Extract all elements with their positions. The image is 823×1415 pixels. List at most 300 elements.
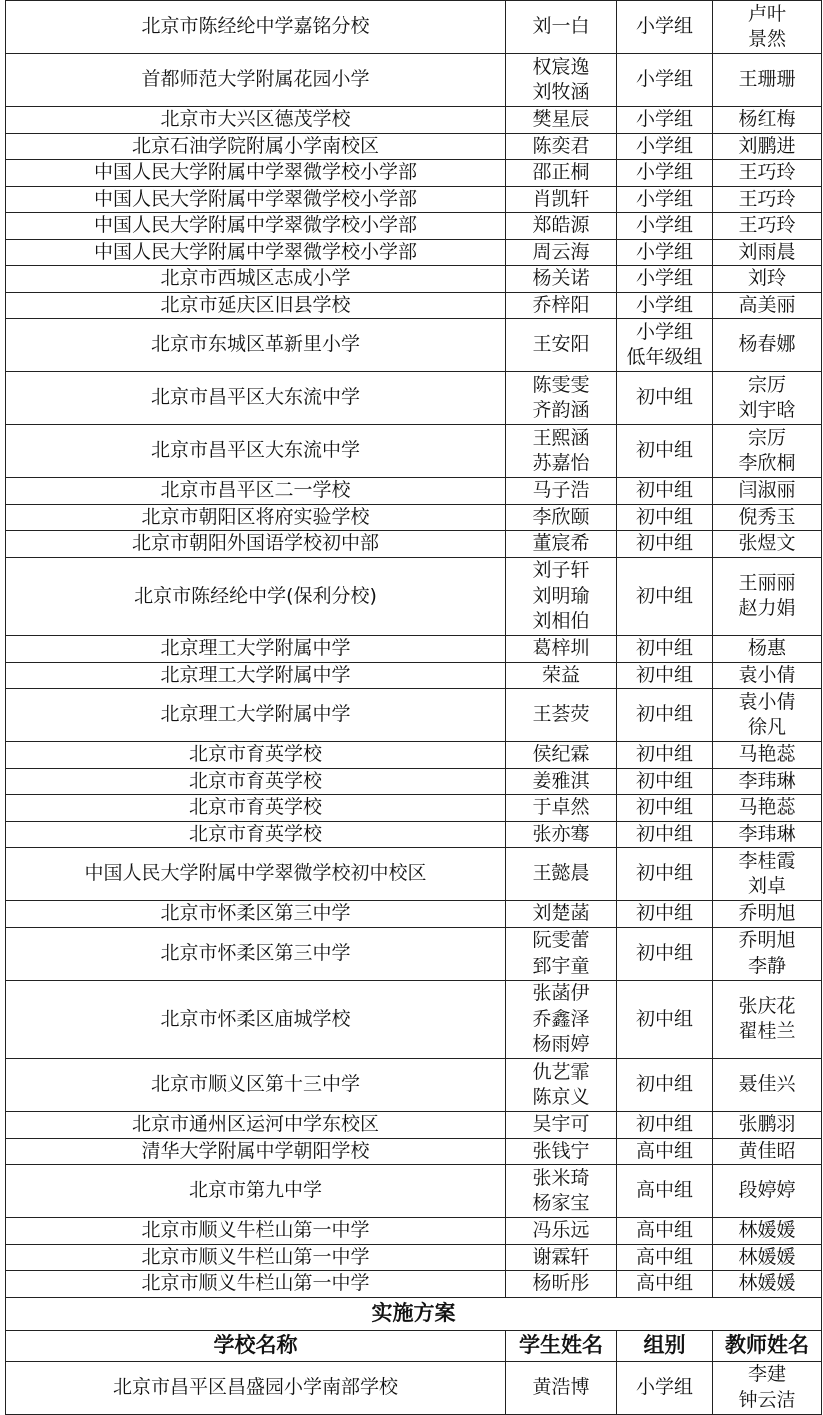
table-row	[6, 292, 822, 319]
teacher-names-line: 王巧玲	[738, 161, 796, 183]
teacher-names-line: 李桂霞	[738, 849, 796, 872]
student-names	[506, 980, 617, 1059]
student-names-line: 樊星辰	[532, 108, 590, 130]
group-name	[617, 636, 713, 663]
student-names-line: 刘楚菡	[532, 902, 590, 924]
teacher-names	[713, 1361, 822, 1414]
teacher-names-line: 乔明旭	[738, 929, 796, 951]
teacher-names-line: 刘鹏进	[738, 134, 796, 157]
student-names	[506, 292, 617, 319]
student-names	[506, 1165, 617, 1218]
teacher-names-line: 杨春娜	[738, 333, 796, 356]
student-names-line: 乔鑫泽	[532, 1007, 590, 1030]
table-row	[6, 742, 822, 769]
student-names-line: 谢霖轩	[532, 1245, 590, 1268]
school-name: 北京市昌平区二一学校	[6, 478, 506, 505]
teacher-names-line: 马艳蕊	[738, 743, 796, 765]
school-name: 北京市通州区运河中学东校区	[6, 1112, 506, 1139]
student-names-line: 刘明瑜	[532, 584, 590, 607]
student-names	[506, 557, 617, 636]
group-name	[617, 848, 713, 901]
teacher-names-line: 卢叶	[747, 2, 786, 25]
student-names-line: 于卓然	[532, 796, 590, 818]
group-name	[617, 372, 713, 425]
school-name: 北京市朝阳外国语学校初中部	[6, 531, 506, 558]
teacher-names	[713, 1059, 822, 1112]
student-names-line: 张亦骞	[532, 822, 590, 845]
school-name: 北京市昌平区大东流中学	[6, 425, 506, 478]
group-name	[617, 980, 713, 1059]
group-name	[617, 1138, 713, 1165]
student-names	[506, 1361, 617, 1414]
table-row	[6, 54, 822, 107]
student-names-line: 张米琦	[532, 1166, 590, 1189]
student-names	[506, 54, 617, 107]
group-name	[617, 821, 713, 848]
teacher-names-line: 王巧玲	[738, 214, 796, 236]
group-name	[617, 768, 713, 795]
group-name-line: 初中组	[635, 505, 693, 528]
student-names-line: 肖凯轩	[532, 187, 590, 210]
table-row	[6, 1218, 822, 1245]
student-names-line: 陈奕君	[532, 134, 590, 157]
teacher-names-line: 李欣桐	[738, 452, 796, 474]
school-name: 北京市延庆区旧县学校	[6, 292, 506, 319]
table-row	[6, 504, 822, 531]
student-names	[506, 1218, 617, 1245]
group-name-line: 初中组	[635, 439, 693, 462]
student-names-line: 苏嘉怡	[532, 452, 590, 474]
school-name: 北京市育英学校	[6, 821, 506, 848]
teacher-names-line: 倪秀玉	[738, 505, 796, 528]
school-name: 北京市顺义区第十三中学	[6, 1059, 506, 1112]
teacher-names-line: 袁小倩	[738, 663, 796, 686]
student-names-line: 王熙涵	[532, 426, 590, 449]
teacher-names	[713, 980, 822, 1059]
student-names	[506, 821, 617, 848]
teacher-names	[713, 133, 822, 160]
table-row	[6, 133, 822, 160]
school-name: 北京市怀柔区第三中学	[6, 901, 506, 928]
teacher-names	[713, 478, 822, 505]
table-row	[6, 927, 822, 980]
school-name: 北京市大兴区德茂学校	[6, 107, 506, 134]
teacher-names-line: 李静	[747, 954, 786, 977]
group-name-line: 小学组	[635, 187, 693, 210]
group-name	[617, 901, 713, 928]
student-names-line: 张菡伊	[532, 982, 590, 1004]
student-names-line: 权宸逸	[532, 55, 590, 78]
group-name-line: 小学组	[635, 108, 693, 130]
teacher-names-line: 李玮琳	[738, 769, 796, 792]
group-name	[617, 107, 713, 134]
group-name-line: 小学组	[635, 214, 693, 236]
teacher-names-line: 刘雨晨	[738, 240, 796, 263]
teacher-names	[713, 1112, 822, 1139]
teacher-names-line: 林媛媛	[738, 1245, 796, 1268]
group-name-line: 小学组	[635, 240, 693, 263]
table-row	[6, 531, 822, 558]
student-names-line: 杨关诺	[532, 267, 590, 289]
table-row	[6, 1165, 822, 1218]
teacher-names	[713, 848, 822, 901]
teacher-names-line: 聂佳兴	[738, 1073, 796, 1096]
school-name: 北京市育英学校	[6, 795, 506, 822]
section-title: 实施方案	[6, 1297, 822, 1330]
student-names	[506, 689, 617, 742]
student-names-line: 董宸希	[532, 532, 590, 554]
teacher-names-line: 景然	[747, 28, 786, 50]
group-name-line: 小学组	[635, 134, 693, 157]
teacher-names-line: 杨红梅	[738, 108, 796, 130]
teacher-names-line: 闫淑丽	[738, 479, 796, 501]
group-name	[617, 1165, 713, 1218]
group-name	[617, 54, 713, 107]
table-row	[6, 795, 822, 822]
group-name-line: 小学组	[635, 15, 693, 38]
teacher-names-line: 马艳蕊	[738, 796, 796, 818]
table-row	[6, 901, 822, 928]
student-names-line: 张钱宁	[532, 1139, 590, 1162]
teacher-names	[713, 372, 822, 425]
teacher-names	[713, 1165, 822, 1218]
school-name: 北京市陈经纶中学(保利分校)	[6, 557, 506, 636]
group-name-line: 初中组	[635, 584, 693, 607]
teacher-names-line: 王珊珊	[738, 68, 796, 91]
school-name: 北京理工大学附属中学	[6, 689, 506, 742]
teacher-names	[713, 768, 822, 795]
student-names	[506, 133, 617, 160]
student-names-line: 仇艺霏	[532, 1060, 590, 1083]
group-name-line: 初中组	[635, 902, 693, 924]
group-name	[617, 1244, 713, 1271]
student-names-line: 王荟荧	[532, 703, 590, 726]
student-names	[506, 425, 617, 478]
student-names-line: 荣益	[541, 663, 580, 686]
group-name	[617, 1361, 713, 1414]
teacher-names-line: 黄佳昭	[738, 1139, 796, 1162]
teacher-names-line: 张鹏羽	[738, 1113, 796, 1135]
group-name	[617, 557, 713, 636]
student-names-line: 乔梓阳	[532, 293, 590, 316]
student-names-line: 刘一白	[532, 15, 590, 38]
table-row	[6, 266, 822, 293]
student-names	[506, 531, 617, 558]
student-names	[506, 213, 617, 240]
group-name-line: 初中组	[635, 941, 693, 964]
school-name: 北京石油学院附属小学南校区	[6, 133, 506, 160]
school-name: 中国人民大学附属中学翠微学校初中校区	[6, 848, 506, 901]
student-names	[506, 107, 617, 134]
student-names-line: 马子浩	[532, 479, 590, 501]
student-names	[506, 848, 617, 901]
table-row	[6, 107, 822, 134]
table-row	[6, 478, 822, 505]
table-row	[6, 1361, 822, 1414]
student-names	[506, 1059, 617, 1112]
group-name-line: 初中组	[635, 822, 693, 845]
student-names-line: 刘子轩	[532, 559, 590, 581]
student-names	[506, 927, 617, 980]
school-name: 北京市怀柔区庙城学校	[6, 980, 506, 1059]
student-names	[506, 239, 617, 266]
school-name: 北京市第九中学	[6, 1165, 506, 1218]
table-row	[6, 319, 822, 372]
teacher-names-line: 林媛媛	[738, 1272, 796, 1294]
student-names-line: 王懿晨	[532, 862, 590, 885]
teacher-names	[713, 821, 822, 848]
student-names-line: 吴宇可	[532, 1113, 590, 1135]
group-name	[617, 213, 713, 240]
student-names-line: 刘牧涵	[532, 81, 590, 103]
table-row	[6, 557, 822, 636]
student-names-line: 齐韵涵	[532, 399, 590, 421]
group-name	[617, 1, 713, 54]
teacher-names-line: 刘卓	[747, 875, 786, 897]
teacher-names	[713, 662, 822, 689]
table-row	[6, 186, 822, 213]
student-names	[506, 504, 617, 531]
student-names	[506, 742, 617, 769]
table-row	[6, 980, 822, 1059]
school-name: 北京市顺义牛栏山第一中学	[6, 1218, 506, 1245]
teacher-names	[713, 927, 822, 980]
school-name: 北京市昌平区昌盛园小学南部学校	[6, 1361, 506, 1414]
header-student: 学生姓名	[506, 1330, 617, 1361]
group-name-line: 小学组	[635, 1375, 693, 1398]
student-names	[506, 636, 617, 663]
school-name: 北京市顺义牛栏山第一中学	[6, 1271, 506, 1298]
teacher-names	[713, 901, 822, 928]
table-row	[6, 372, 822, 425]
group-name	[617, 531, 713, 558]
student-names-line: 杨家宝	[532, 1192, 590, 1214]
student-names-line: 黄浩博	[532, 1375, 590, 1398]
teacher-names-line: 段婷婷	[738, 1179, 796, 1202]
group-name-line: 小学组	[635, 320, 693, 343]
student-names	[506, 186, 617, 213]
group-name	[617, 133, 713, 160]
group-name	[617, 266, 713, 293]
group-name-line: 小学组	[635, 68, 693, 91]
teacher-names	[713, 636, 822, 663]
school-name: 中国人民大学附属中学翠微学校小学部	[6, 213, 506, 240]
school-name: 北京市顺义牛栏山第一中学	[6, 1244, 506, 1271]
group-name	[617, 1112, 713, 1139]
table-row	[6, 821, 822, 848]
group-name	[617, 689, 713, 742]
teacher-names	[713, 531, 822, 558]
school-name: 北京市育英学校	[6, 742, 506, 769]
teacher-names	[713, 160, 822, 187]
teacher-names-line: 杨惠	[747, 637, 786, 659]
table-row	[6, 213, 822, 240]
table-row	[6, 636, 822, 663]
group-name	[617, 319, 713, 372]
teacher-names-line: 李建	[747, 1363, 786, 1385]
teacher-names	[713, 292, 822, 319]
table-row	[6, 1244, 822, 1271]
group-name	[617, 478, 713, 505]
school-name: 北京市怀柔区第三中学	[6, 927, 506, 980]
teacher-names	[713, 1271, 822, 1298]
group-name	[617, 425, 713, 478]
group-name-line: 初中组	[635, 386, 693, 409]
teacher-names-line: 乔明旭	[738, 902, 796, 924]
student-names	[506, 1, 617, 54]
award-table	[5, 0, 822, 1415]
student-names-line: 郑皓源	[532, 214, 590, 236]
section-block	[6, 1297, 822, 1361]
student-names	[506, 662, 617, 689]
table-row	[6, 239, 822, 266]
school-name: 北京市西城区志成小学	[6, 266, 506, 293]
student-names	[506, 372, 617, 425]
teacher-names-line: 赵力娟	[738, 597, 796, 620]
student-names-line: 陈京义	[532, 1086, 590, 1108]
student-names-line: 郅宇童	[532, 954, 590, 977]
teacher-names	[713, 54, 822, 107]
student-names-line: 姜雅淇	[532, 769, 590, 792]
table-row	[6, 160, 822, 187]
table-row	[6, 425, 822, 478]
group-name	[617, 1271, 713, 1298]
table-row	[6, 689, 822, 742]
student-names-line: 阮雯蕾	[532, 929, 590, 951]
header-row	[6, 1330, 822, 1361]
teacher-names	[713, 1138, 822, 1165]
student-names-line: 杨雨婷	[532, 1033, 590, 1055]
group-name-line: 初中组	[635, 743, 693, 765]
school-name: 清华大学附属中学朝阳学校	[6, 1138, 506, 1165]
table-body-bottom	[6, 1361, 822, 1414]
group-name-line: 小学组	[635, 293, 693, 316]
group-name-line: 初中组	[635, 1007, 693, 1030]
group-name	[617, 742, 713, 769]
group-name	[617, 662, 713, 689]
student-names	[506, 1138, 617, 1165]
group-name-line: 高中组	[635, 1179, 693, 1202]
teacher-names	[713, 1, 822, 54]
teacher-names	[713, 319, 822, 372]
teacher-names-line: 钟云洁	[738, 1388, 796, 1411]
teacher-names	[713, 742, 822, 769]
group-name-line: 初中组	[635, 1073, 693, 1096]
student-names	[506, 901, 617, 928]
teacher-names-line: 宗厉	[747, 426, 786, 449]
student-names-line: 王安阳	[532, 333, 590, 356]
group-name-line: 初中组	[635, 637, 693, 659]
student-names-line: 李欣颐	[532, 505, 590, 528]
group-name	[617, 504, 713, 531]
group-name-line: 初中组	[635, 769, 693, 792]
group-name-line: 初中组	[635, 479, 693, 501]
group-name	[617, 186, 713, 213]
student-names	[506, 319, 617, 372]
school-name: 中国人民大学附属中学翠微学校小学部	[6, 239, 506, 266]
school-name: 北京理工大学附属中学	[6, 636, 506, 663]
school-name: 北京市陈经纶中学嘉铭分校	[6, 1, 506, 54]
teacher-names-line: 王丽丽	[738, 571, 796, 594]
teacher-names	[713, 239, 822, 266]
teacher-names-line: 刘玲	[747, 267, 786, 289]
teacher-names	[713, 1244, 822, 1271]
student-names-line: 侯纪霖	[532, 743, 590, 765]
teacher-names-line: 林媛媛	[738, 1219, 796, 1241]
student-names-line: 冯乐远	[532, 1219, 590, 1241]
teacher-names-line: 宗厉	[747, 373, 786, 396]
group-name-line: 高中组	[635, 1139, 693, 1162]
group-name-line: 高中组	[635, 1219, 693, 1241]
school-name: 北京理工大学附属中学	[6, 662, 506, 689]
school-name: 北京市朝阳区将府实验学校	[6, 504, 506, 531]
teacher-names	[713, 425, 822, 478]
table-row	[6, 1059, 822, 1112]
group-name-line: 高中组	[635, 1245, 693, 1268]
teacher-names	[713, 689, 822, 742]
teacher-names	[713, 266, 822, 293]
group-name	[617, 1059, 713, 1112]
teacher-names	[713, 213, 822, 240]
group-name	[617, 239, 713, 266]
table-row	[6, 1138, 822, 1165]
school-name: 中国人民大学附属中学翠微学校小学部	[6, 160, 506, 187]
school-name: 北京市昌平区大东流中学	[6, 372, 506, 425]
table-row	[6, 662, 822, 689]
student-names	[506, 266, 617, 293]
teacher-names-line: 李玮琳	[738, 822, 796, 845]
school-name: 北京市东城区革新里小学	[6, 319, 506, 372]
school-name: 北京市育英学校	[6, 768, 506, 795]
student-names	[506, 768, 617, 795]
group-name-line: 初中组	[635, 1113, 693, 1135]
teacher-names-line: 王巧玲	[738, 187, 796, 210]
group-name-line: 初中组	[635, 703, 693, 726]
student-names	[506, 1271, 617, 1298]
teacher-names	[713, 107, 822, 134]
section-title-row	[6, 1297, 822, 1330]
school-name: 首都师范大学附属花园小学	[6, 54, 506, 107]
table-body-top	[6, 1, 822, 1298]
teacher-names-line: 张煜文	[738, 532, 796, 554]
header-teacher: 教师姓名	[713, 1330, 822, 1361]
student-names	[506, 478, 617, 505]
teacher-names	[713, 795, 822, 822]
table-row	[6, 1112, 822, 1139]
school-name: 中国人民大学附属中学翠微学校小学部	[6, 186, 506, 213]
student-names	[506, 160, 617, 187]
teacher-names-line: 徐凡	[747, 716, 786, 738]
student-names-line: 刘相伯	[532, 610, 590, 632]
table-row	[6, 848, 822, 901]
group-name-line: 小学组	[635, 267, 693, 289]
group-name	[617, 292, 713, 319]
student-names-line: 杨昕彤	[532, 1272, 590, 1294]
teacher-names	[713, 1218, 822, 1245]
group-name-line: 小学组	[635, 161, 693, 183]
header-group: 组别	[617, 1330, 713, 1361]
group-name	[617, 1218, 713, 1245]
table-row	[6, 1271, 822, 1298]
table-row	[6, 768, 822, 795]
student-names-line: 陈雯雯	[532, 373, 590, 396]
header-school: 学校名称	[6, 1330, 506, 1361]
student-names	[506, 1244, 617, 1271]
student-names	[506, 795, 617, 822]
group-name-line: 初中组	[635, 796, 693, 818]
table-row	[6, 1, 822, 54]
teacher-names-line: 袁小倩	[738, 690, 796, 713]
